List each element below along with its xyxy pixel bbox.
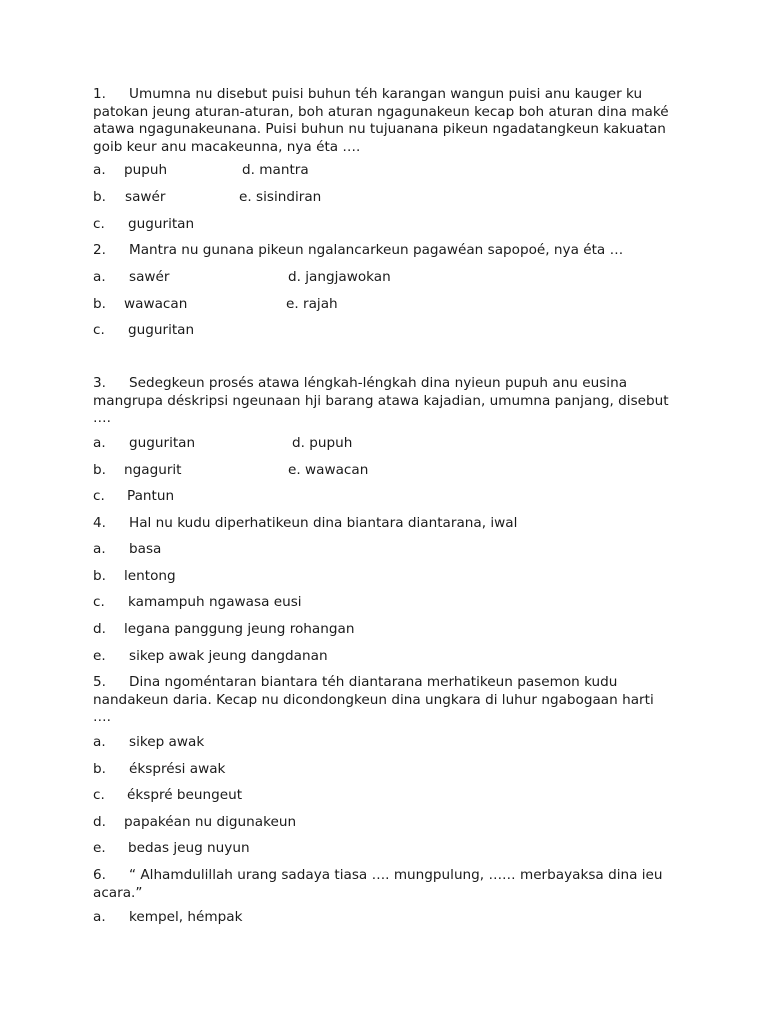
option-letter: c.	[93, 322, 105, 338]
option-5e	[93, 840, 250, 858]
question-6	[93, 867, 673, 902]
option-text: sawér	[125, 189, 166, 205]
option-text: pupuh	[124, 162, 168, 178]
option-letter: a.	[93, 541, 106, 557]
question-text: Dina ngoméntaran biantara téh diantarana merhatikeun pasemon kudu nandakeun daria. Kecap nu dicondongkeun dina ungkara di luhur ngabogaan harti ….	[93, 674, 654, 725]
option-text: guguritan	[129, 435, 196, 451]
option-text: Pantun	[127, 488, 175, 504]
question-number: 4.	[93, 515, 106, 531]
option-5a	[93, 734, 204, 752]
option-text: lentong	[124, 568, 176, 584]
option-text: papakéan nu digunakeun	[124, 814, 297, 830]
option-letter: a.	[93, 909, 106, 925]
question-text: Mantra nu gunana pikeun ngalancarkeun pagawéan sapopoé, nya éta …	[129, 242, 624, 258]
option-letter: c.	[93, 594, 105, 610]
option-text: éksprési awak	[129, 761, 226, 777]
option-letter: b.	[93, 189, 106, 205]
option-1a	[93, 162, 309, 180]
question-5	[93, 674, 673, 727]
option-text: kempel, hémpak	[129, 909, 243, 925]
option-letter: e.	[93, 840, 106, 856]
option-letter: a.	[93, 162, 106, 178]
option-text: guguritan	[128, 322, 195, 338]
option-4a	[93, 541, 161, 559]
option-letter: c.	[93, 216, 105, 232]
question-1	[93, 86, 673, 156]
option-letter: b.	[93, 462, 106, 478]
option-5b	[93, 761, 225, 779]
option-text: legana panggung jeung rohangan	[124, 621, 355, 637]
option-5d	[93, 814, 296, 832]
option-2b	[93, 296, 338, 314]
option-5c	[93, 787, 242, 805]
option-4c	[93, 594, 302, 612]
option-1d: d. mantra	[242, 162, 309, 178]
option-4d	[93, 621, 354, 639]
question-text: Sedegkeun prosés atawa léngkah-léngkah dina nyieun pupuh anu eusina mangrupa déskripsi ngeunaan hji barang atawa kajadian, umumna panjang, disebut ….	[93, 375, 669, 426]
option-3b	[93, 462, 369, 480]
option-text: guguritan	[128, 216, 195, 232]
option-4e	[93, 648, 328, 666]
option-text: sikep awak jeung dangdanan	[129, 648, 328, 664]
question-number: 2.	[93, 242, 106, 258]
option-text: ékspré beungeut	[127, 787, 243, 803]
option-4b	[93, 568, 176, 586]
option-2d: d. jangjawokan	[288, 269, 391, 285]
option-text: basa	[129, 541, 162, 557]
question-4	[93, 515, 673, 533]
question-number: 3.	[93, 375, 106, 391]
option-letter: b.	[93, 568, 106, 584]
option-3a	[93, 435, 353, 453]
question-text: “ Alhamdulillah urang sadaya tiasa …. mungpulung, …… merbayaksa dina ieu acara.”	[93, 867, 663, 901]
option-3e: e. wawacan	[288, 462, 369, 478]
question-number: 6.	[93, 867, 106, 883]
option-text: ngagurit	[124, 462, 182, 478]
option-letter: a.	[93, 269, 106, 285]
option-2c	[93, 322, 194, 340]
option-6a	[93, 909, 242, 927]
question-number: 1.	[93, 86, 106, 102]
option-1b	[93, 189, 322, 207]
option-text: wawacan	[124, 296, 188, 312]
option-2e: e. rajah	[286, 296, 338, 312]
option-letter: d.	[93, 621, 106, 637]
question-number: 5.	[93, 674, 106, 690]
option-text: sikep awak	[129, 734, 205, 750]
question-2	[93, 242, 673, 260]
option-letter: b.	[93, 296, 106, 312]
option-text: kamampuh ngawasa eusi	[128, 594, 302, 610]
option-letter: c.	[93, 787, 105, 803]
option-3d: d. pupuh	[292, 435, 353, 451]
option-1c	[93, 216, 194, 234]
question-3	[93, 375, 673, 428]
option-3c	[93, 488, 174, 506]
option-2a	[93, 269, 391, 287]
question-text: Hal nu kudu diperhatikeun dina biantara diantarana, iwal	[129, 515, 518, 531]
option-letter: d.	[93, 814, 106, 830]
option-1e: e. sisindiran	[239, 189, 322, 205]
option-letter: a.	[93, 734, 106, 750]
option-letter: c.	[93, 488, 105, 504]
option-letter: a.	[93, 435, 106, 451]
option-letter: b.	[93, 761, 106, 777]
option-text: bedas jeug nuyun	[128, 840, 250, 856]
option-letter: e.	[93, 648, 106, 664]
option-text: sawér	[129, 269, 170, 285]
question-text: Umumna nu disebut puisi buhun téh karangan wangun puisi anu kauger ku patokan jeung aturan-aturan, boh aturan ngagunakeun kecap boh aturan dina maké atawa ngagunakeunana. Puisi buhun nu tujuanana pikeun ngadatangkeun kakuatan goib keur anu macakeunna, nya éta ….	[93, 86, 669, 155]
